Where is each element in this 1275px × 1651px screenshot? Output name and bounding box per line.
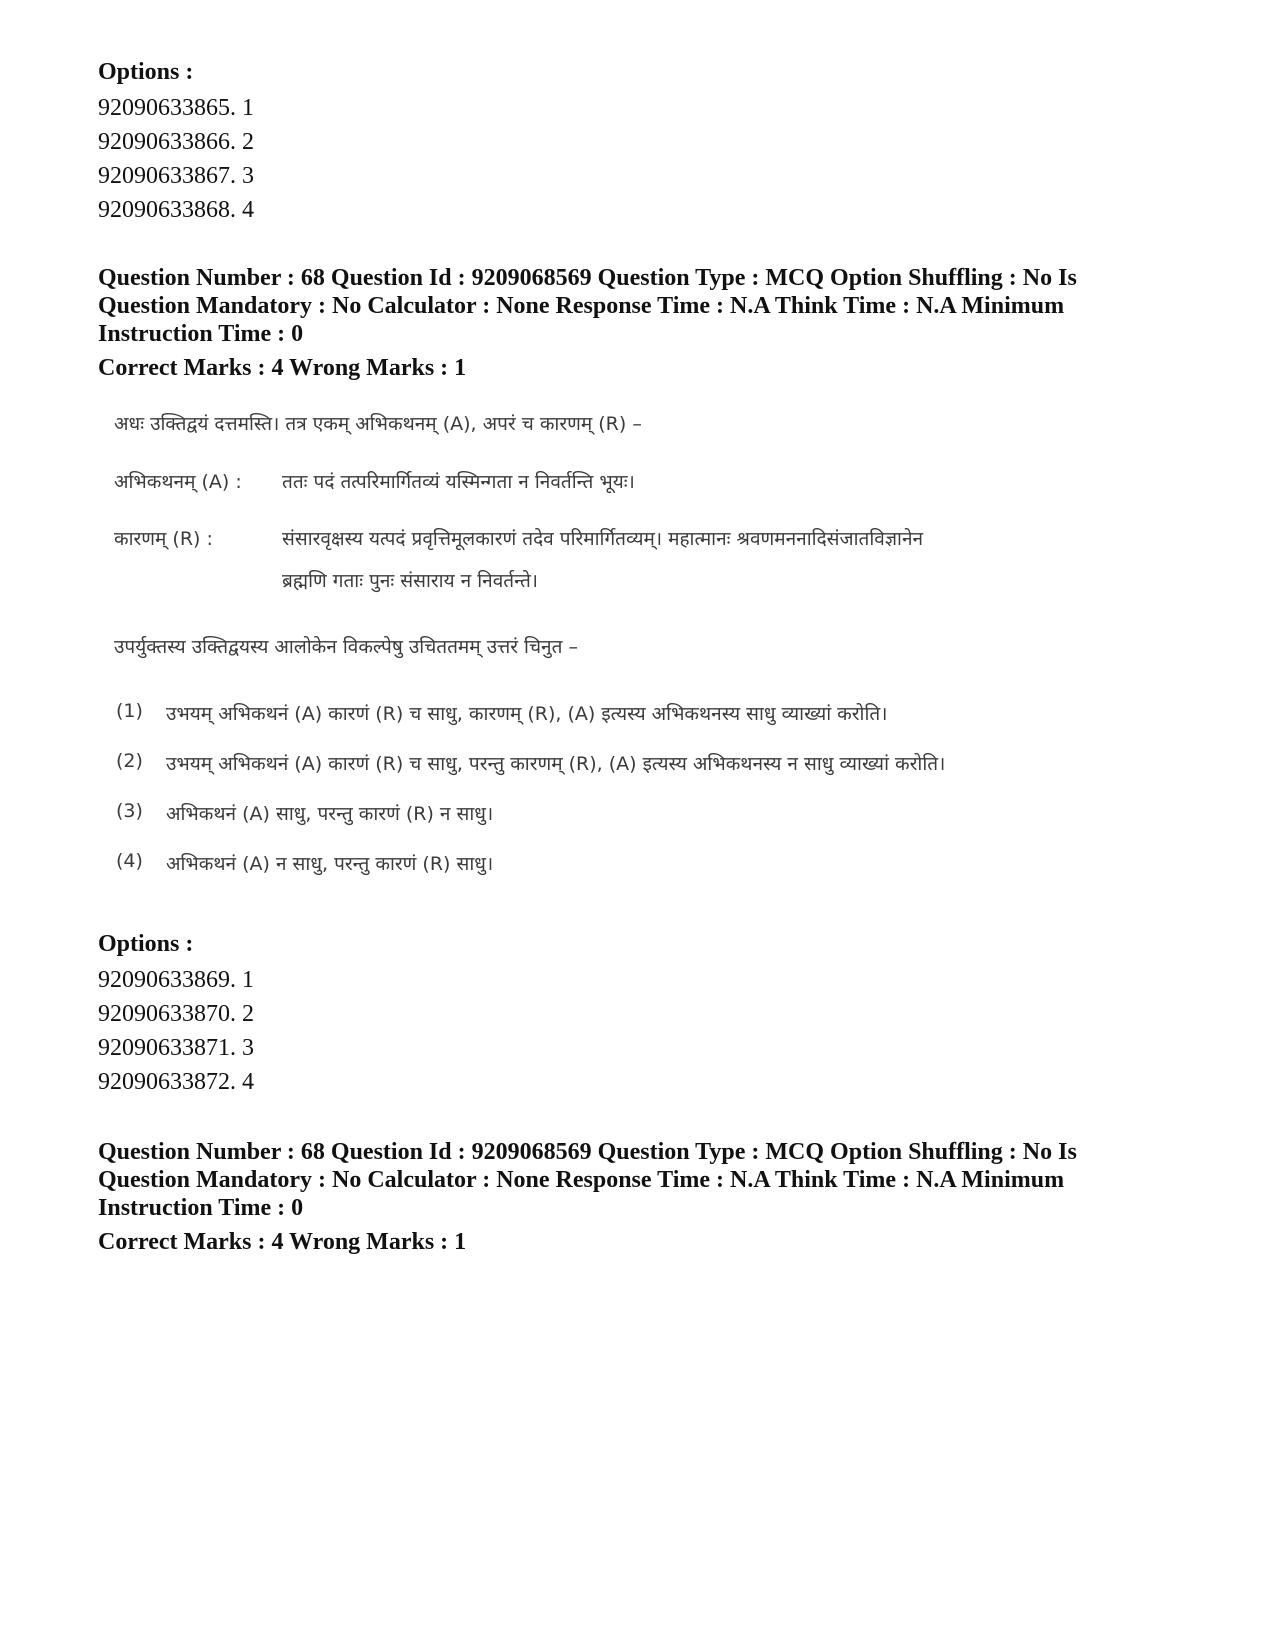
choice-1-text: उभयम् अभिकथनं (A) कारणं (R) च साधु, कारणम् (R), (A) इत्यस्य अभिकथनस्य साधु व्याख्यां करोति। — [166, 703, 888, 725]
choice-3-text: अभिकथनं (A) साधु, परन्तु कारणं (R) न साधु। — [166, 803, 494, 825]
option-2: 92090633870. 2 — [98, 1001, 254, 1027]
option-3: 92090633871. 3 — [98, 1035, 254, 1061]
choice-4-text: अभिकथनं (A) न साधु, परन्तु कारणं (R) साधु। — [166, 853, 494, 875]
second-marks-line: Correct Marks : 4 Wrong Marks : 1 — [98, 1229, 467, 1255]
reason-text-line-2: ब्रह्मणि गताः पुनः संसाराय न निवर्तन्ते। — [282, 570, 538, 592]
top-option-3: 92090633867. 3 — [98, 163, 254, 189]
assertion-label: अभिकथनम् (A) : — [114, 471, 242, 493]
question-header-line-2: Question Mandatory : No Calculator : None Response Time : N.A Think Time : N.A Minimum — [98, 293, 1065, 319]
option-1: 92090633869. 1 — [98, 967, 254, 993]
choice-2-number: (2) — [116, 750, 143, 772]
second-question-header-line-2: Question Mandatory : No Calculator : None Response Time : N.A Think Time : N.A Minimum — [98, 1167, 1065, 1193]
assertion-text: ततः पदं तत्परिमार्गितव्यं यस्मिन्गता न निवर्तन्ति भूयः। — [282, 471, 635, 493]
question-content — [98, 410, 1098, 915]
top-option-4: 92090633868. 4 — [98, 197, 254, 223]
second-question-header-line-3: Instruction Time : 0 — [98, 1195, 304, 1221]
top-options-block — [98, 58, 798, 227]
question-header — [98, 264, 1178, 382]
choice-2-text: उभयम् अभिकथनं (A) कारणं (R) च साधु, परन्तु कारणम् (R), (A) इत्यस्य अभिकथनस्य न साधु व्याख्यां करोति। — [166, 753, 946, 775]
option-4: 92090633872. 4 — [98, 1069, 254, 1095]
question-header-line-3: Instruction Time : 0 — [98, 321, 304, 347]
top-option-2: 92090633866. 2 — [98, 129, 254, 155]
question-intro: अधः उक्तिद्वयं दत्तमस्ति। तत्र एकम् अभिकथनम् (A), अपरं च कारणम् (R) – — [114, 413, 642, 435]
choice-4-number: (4) — [116, 850, 143, 872]
question-instruction: उपर्युक्तस्य उक्तिद्वयस्य आलोकेन विकल्पेषु उचिततमम् उत्तरं चिनुत – — [114, 636, 578, 658]
reason-text-line-1: संसारवृक्षस्य यत्पदं प्रवृत्तिमूलकारणं तदेव परिमार्गितव्यम्। महात्मानः श्रवणमननादिसंजातविज्ञानेन — [282, 528, 924, 550]
reason-label: कारणम् (R) : — [114, 528, 213, 550]
options-block — [98, 930, 798, 1099]
second-question-header-line-1: Question Number : 68 Question Id : 9209068569 Question Type : MCQ Option Shuffling : No Is — [98, 1139, 1077, 1165]
options-title: Options : — [98, 931, 194, 957]
top-options-title: Options : — [98, 59, 194, 85]
marks-line: Correct Marks : 4 Wrong Marks : 1 — [98, 355, 467, 381]
choice-1-number: (1) — [116, 700, 143, 722]
top-option-1: 92090633865. 1 — [98, 95, 254, 121]
question-header-line-1: Question Number : 68 Question Id : 9209068569 Question Type : MCQ Option Shuffling : No Is — [98, 265, 1077, 291]
choice-3-number: (3) — [116, 800, 143, 822]
second-question-header — [98, 1138, 1178, 1256]
